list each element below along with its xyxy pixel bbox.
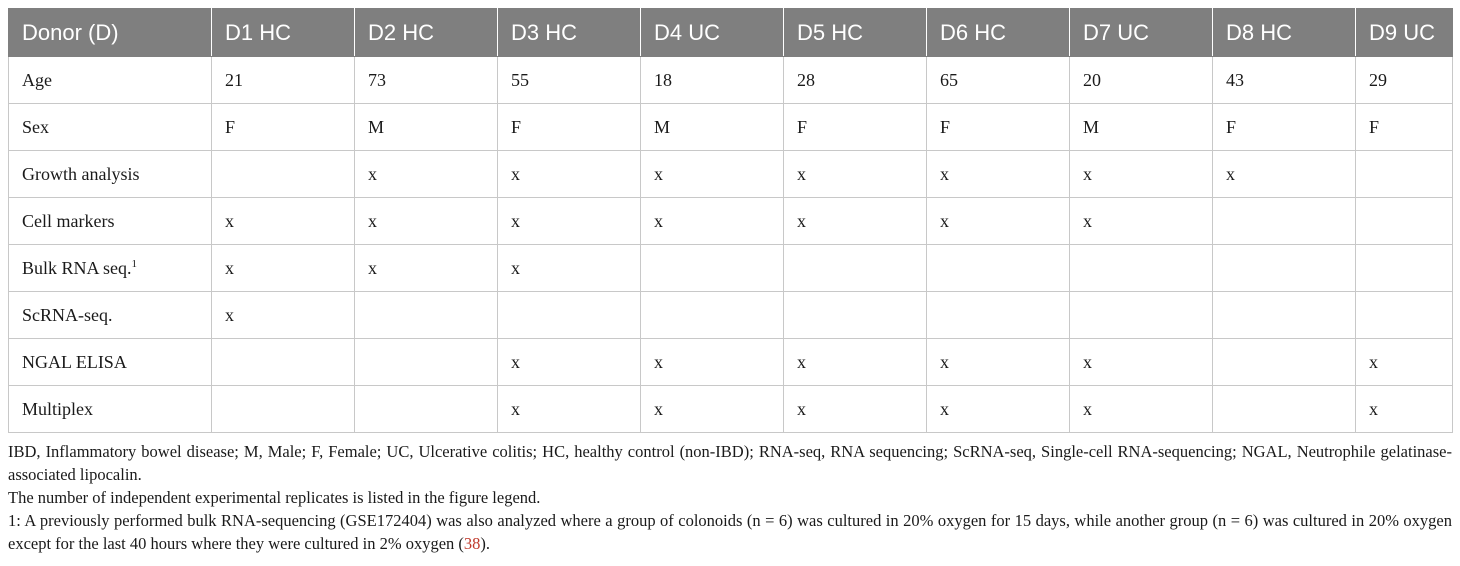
table-cell: x <box>212 245 355 292</box>
table-cell: M <box>641 104 784 151</box>
table-cell <box>212 151 355 198</box>
table-cell: x <box>927 339 1070 386</box>
table-cell: x <box>641 198 784 245</box>
row-label <box>9 104 212 151</box>
header-donor-7: D7 UC <box>1070 9 1213 57</box>
table-cell: x <box>498 151 641 198</box>
footnote-1-end: ). <box>480 534 491 553</box>
table-cell: F <box>927 104 1070 151</box>
abbreviations-note: IBD, Inflammatory bowel disease; M, Male; F, Female; UC, Ulcerative colitis; HC, healthy control (non-IBD); RNA-seq, RNA sequencing; ScRNA-seq, Single-cell RNA-sequencing; NGAL, Neutrophile gelatinase-associated lipocalin. <box>8 442 1452 484</box>
table-cell: x <box>212 198 355 245</box>
row-label <box>9 151 212 198</box>
reference-link[interactable]: 38 <box>463 534 481 553</box>
table-cell: x <box>1356 339 1453 386</box>
table-row <box>9 57 1453 104</box>
table-row <box>9 386 1453 433</box>
header-donor-9: D9 UC <box>1356 9 1453 57</box>
table-row <box>9 339 1453 386</box>
table-cell <box>927 245 1070 292</box>
table-cell: F <box>784 104 927 151</box>
table-cell <box>1213 386 1356 433</box>
table-row <box>9 292 1453 339</box>
table-row <box>9 151 1453 198</box>
table-body <box>9 57 1453 433</box>
table-cell: x <box>927 386 1070 433</box>
replicates-note: The number of independent experimental replicates is listed in the figure legend. <box>8 488 541 507</box>
table-cell <box>212 339 355 386</box>
table-cell: x <box>1070 339 1213 386</box>
table-cell: x <box>212 292 355 339</box>
table-cell: M <box>1070 104 1213 151</box>
table-cell: x <box>1070 151 1213 198</box>
row-label-text: Multiplex <box>22 398 93 419</box>
table-cell <box>1356 198 1453 245</box>
table-cell: x <box>498 386 641 433</box>
row-label-text: Cell markers <box>22 210 115 231</box>
table-cell: x <box>784 198 927 245</box>
table-cell: x <box>641 151 784 198</box>
table-cell: x <box>498 245 641 292</box>
table-cell: x <box>1213 151 1356 198</box>
table-row <box>9 198 1453 245</box>
row-label <box>9 245 212 292</box>
footnote-marker: 1 <box>131 257 138 270</box>
table-cell: x <box>784 151 927 198</box>
table-cell: x <box>355 151 498 198</box>
table-cell: 18 <box>641 57 784 104</box>
table-cell: x <box>355 198 498 245</box>
table-cell <box>641 245 784 292</box>
table-cell <box>1213 245 1356 292</box>
table-cell <box>927 292 1070 339</box>
table-cell: F <box>1213 104 1356 151</box>
table-cell <box>641 292 784 339</box>
table-cell <box>1356 292 1453 339</box>
row-label-text: ScRNA-seq. <box>22 304 113 325</box>
table-cell <box>1070 245 1213 292</box>
table-cell: x <box>927 198 1070 245</box>
table-cell: x <box>1070 386 1213 433</box>
table-cell <box>1356 151 1453 198</box>
table-cell: 28 <box>784 57 927 104</box>
table-cell <box>498 292 641 339</box>
donor-table <box>8 8 1453 433</box>
table-cell: x <box>498 198 641 245</box>
table-cell <box>784 245 927 292</box>
donor-table-container <box>8 8 1452 433</box>
table-cell: x <box>784 339 927 386</box>
table-cell: F <box>212 104 355 151</box>
row-label <box>9 198 212 245</box>
table-cell <box>1356 245 1453 292</box>
table-cell <box>1213 339 1356 386</box>
table-cell: x <box>641 386 784 433</box>
table-footnotes <box>8 440 1452 555</box>
table-cell: 55 <box>498 57 641 104</box>
table-cell <box>355 339 498 386</box>
table-cell <box>1213 292 1356 339</box>
header-donor-3: D3 HC <box>498 9 641 57</box>
header-donor-1: D1 HC <box>212 9 355 57</box>
table-cell <box>1070 292 1213 339</box>
row-label-text: Bulk RNA seq. <box>22 257 132 278</box>
table-cell: x <box>641 339 784 386</box>
row-label-text: NGAL ELISA <box>22 351 127 372</box>
table-cell <box>355 386 498 433</box>
table-cell: x <box>1356 386 1453 433</box>
table-cell: F <box>1356 104 1453 151</box>
header-donor-8: D8 HC <box>1213 9 1356 57</box>
row-label <box>9 339 212 386</box>
table-cell: x <box>1070 198 1213 245</box>
header-donor-6: D6 HC <box>927 9 1070 57</box>
footnote-1-text: 1: A previously performed bulk RNA-sequencing (GSE172404) was also analyzed where a group of colonoids (n = 6) was cultured in 20% oxygen for 15 days, while another group (n = 6) was cultured in 20% oxygen except for the last 40 hours where they were cultured in 2% oxygen ( <box>8 511 1452 553</box>
table-cell: M <box>355 104 498 151</box>
table-cell: 20 <box>1070 57 1213 104</box>
table-cell: 43 <box>1213 57 1356 104</box>
footnote-1 <box>8 509 1452 555</box>
row-label-text: Growth analysis <box>22 163 140 184</box>
table-cell: F <box>498 104 641 151</box>
header-donor-2: D2 HC <box>355 9 498 57</box>
table-cell: x <box>784 386 927 433</box>
row-label <box>9 57 212 104</box>
row-label-text: Sex <box>22 116 49 137</box>
table-header-row <box>9 9 1453 57</box>
table-cell: 29 <box>1356 57 1453 104</box>
row-label <box>9 292 212 339</box>
table-cell: x <box>927 151 1070 198</box>
row-label <box>9 386 212 433</box>
table-cell <box>355 292 498 339</box>
table-cell <box>784 292 927 339</box>
table-cell: 21 <box>212 57 355 104</box>
table-cell: 65 <box>927 57 1070 104</box>
table-row <box>9 245 1453 292</box>
table-cell <box>212 386 355 433</box>
row-label-text: Age <box>22 69 52 90</box>
table-row <box>9 104 1453 151</box>
table-cell: 73 <box>355 57 498 104</box>
header-donor-5: D5 HC <box>784 9 927 57</box>
header-donor-label: Donor (D) <box>9 9 212 57</box>
header-donor-4: D4 UC <box>641 9 784 57</box>
table-cell: x <box>355 245 498 292</box>
table-cell <box>1213 198 1356 245</box>
table-cell: x <box>498 339 641 386</box>
